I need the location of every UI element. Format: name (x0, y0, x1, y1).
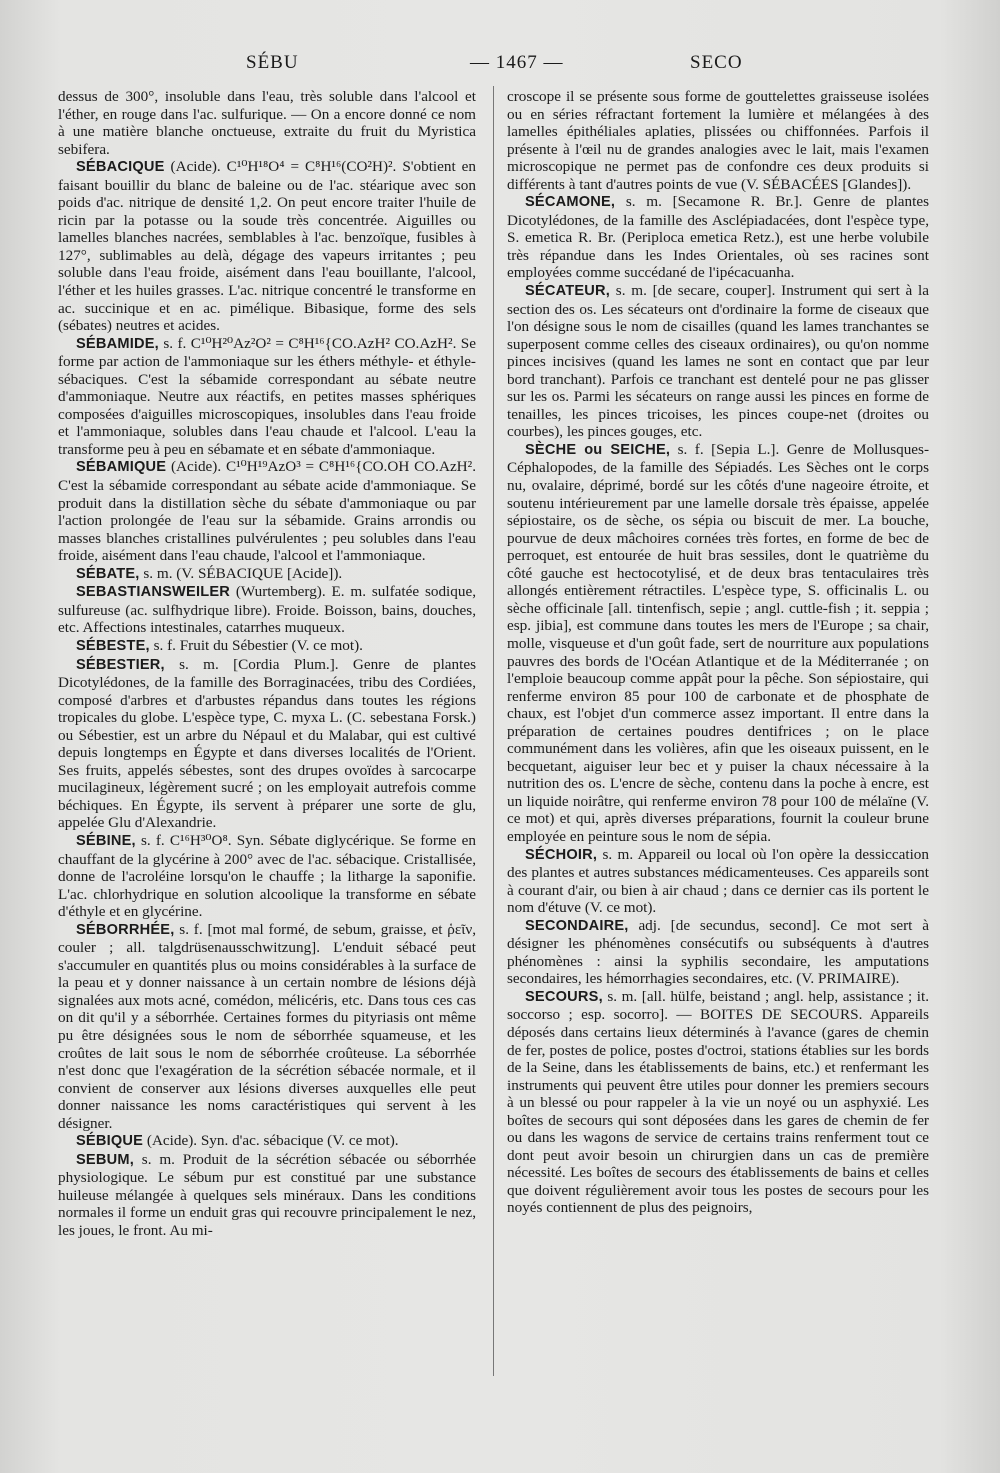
dictionary-entry (58, 565, 476, 584)
dictionary-entry (58, 158, 476, 334)
entry-headword: SEBUM, (76, 1151, 134, 1168)
entry-text: s. m. (V. SÉBACIQUE [Acide]). (139, 564, 343, 582)
entry-text: dessus de 300°, insoluble dans l'eau, très soluble dans l'alcool et l'éther, en rouge dans l'ac. sulfurique. — On a encore donné ce nom à une matière blanche onctueuse, extraite du fruit du Myristica sebifera. (58, 88, 476, 158)
dictionary-entry (507, 988, 929, 1217)
entry-headword: SÉCHOIR, (525, 846, 598, 863)
dictionary-entry (507, 846, 929, 917)
entry-headword: SÉBIQUE (76, 1133, 144, 1150)
entry-headword: SÉBINE, (76, 832, 136, 849)
left-column (58, 88, 476, 1240)
entry-headword: SÉCATEUR, (525, 283, 611, 300)
entry-text: s. f. [mot mal formé, de sebum, graisse, et ῥεῖν, couler ; all. talgdrüsenausschwitzung]. L'enduit sébacé peut s'accumuler en quantités plus ou moins considérables à la surface de la peau et y donner naissance à un certain nombre de lésions déjà signalées aux mots acné, comédon, mélicéris, etc. Dans tous ces cas on dit qu'il y a séborrhée. Certaines formes du pityriasis ont même pu être désignées sous le nom de séborrhée squameuse, et les croûtes de lait sous le nom de séborrhée croûteuse. La séborrhée n'est donc que l'exagération de la sécrétion sébacée normale, et il convient de conserver aux lésions diverses auxquelles elle peut donner naissance les noms caractéristiques qui servent à les désigner. (58, 920, 476, 1132)
entry-text: (Acide). Syn. d'ac. sébacique (V. ce mot). (143, 1132, 399, 1150)
entry-headword: SÈCHE ou SEICHE, (525, 441, 671, 458)
dictionary-entry (58, 832, 476, 921)
entry-text: s. m. Produit de la sécrétion sébacée ou séborrhée physiologique. Le sébum pur est constitué par une substance huileuse mélangée à quelques sels minéraux. Dans les conditions normales il forme un enduit gras qui recouvre principalement le nez, les joues, le front. Au mi- (58, 1150, 476, 1239)
entry-text: croscope il se présente sous forme de gouttelettes graisseuse isolées ou en séries réfractant fortement la lumière et mélangées à des lamelles épithéliales aplaties, plissées ou chiffonnées. Parfois il présente à l'œil nu de grandes analogies avec le lait, mais l'examen microscopique ne permet pas de confondre ces deux produits si différents à tant d'autres points de vue (V. SÉBACÉES [Glandes]). (507, 88, 929, 193)
entry-text: s. m. [Secamone R. Br.]. Genre de plantes Dicotylédones, de la famille des Asclépiadacées, dont l'espèce type, S. emetica R. Br. (Periploca emetica Retz.), est une herbe volubile très répandue dans les Indes Orientales, où ses racines sont employées comme succédané de l'ipécacuanha. (507, 193, 929, 282)
dictionary-entry (58, 583, 476, 637)
dictionary-entry (58, 656, 476, 832)
dictionary-entry (507, 282, 929, 441)
dictionary-entry (58, 458, 476, 564)
entry-headword: SEBASTIANSWEILER (76, 584, 231, 601)
entry-headword: SÉBESTE, (76, 637, 150, 654)
entry-text: s. f. C¹⁰H²⁰Az²O² = C⁸H¹⁶{CO.AzH² CO.AzH². Se forme par action de l'ammoniaque sur les éthers méthyle- et éthyle-sébaciques. C'est la sébamide correspondant au sébate neutre d'ammoniaque. Neutre aux réactifs, en petites masses sphériques composées d'aiguilles microscopiques, insolubles dans l'eau froide et l'ammoniaque, solubles dans l'eau chaude et l'alcool. L'eau la transforme peu à peu en sébamate et en sébate d'ammoniaque. (58, 334, 476, 458)
entry-headword: SÉBATE, (76, 565, 140, 582)
entry-text: s. m. [Cordia Plum.]. Genre de plantes Dicotylédones, de la famille des Borraginacées, tribu des Cordiées, composé d'arbres et d'arbustes répandus dans toutes les régions tropicales du globe. L'espèce type, C. myxa L. (C. sebestana Forsk.) ou Sébestier, est un arbre du Népaul et du Malabar, qui est cultivé depuis longtemps en Égypte et dans diverses localités de l'Orient. Ses fruits, appelés sébestes, sont des drupes ovoïdes à sarcocarpe mucilagineux, légèrement sucré ; on les employait autrefois comme béchiques. En Égypte, ils servent à préparer une sorte de glu, appelée Glu d'Alexandrie. (58, 655, 476, 832)
dictionary-entry (507, 88, 929, 193)
page-number: — 1467 — (470, 52, 564, 73)
header-right-guideword: SECO (690, 52, 743, 73)
dictionary-entry (58, 1151, 476, 1240)
entry-text: adj. [de secundus, second]. Ce mot sert à désigner les phénomènes consécutifs ou subséquents à d'autres phénomènes : ainsi la syphilis secondaire, les amputations secondaires, les hémorrhagies secondaires, etc. (V. PRIMAIRE). (507, 916, 929, 988)
entry-text: (Wurtemberg). E. m. sulfatée sodique, sulfureuse (ac. sulfhydrique libre). Froide. Boisson, bains, douches, etc. Affections intestinales, catarrhes muqueux. (58, 583, 476, 637)
entry-headword: SECONDAIRE, (525, 917, 629, 934)
entry-headword: SÉBESTIER, (76, 656, 165, 673)
dictionary-entry (58, 1132, 476, 1151)
entry-text: s. m. [all. hülfe, beistand ; angl. help, assistance ; it. soccorso ; esp. socorro]. — BOITES DE SECOURS. Appareils déposés dans certains lieux déterminés à l'avance (gares de chemin de fer, postes de police, postes d'octroi, stations établies sur les bords de la Seine, dans les établissements de bains, etc.) et renfermant les instruments qui peuvent être utiles pour donner les premiers secours à un blessé ou pour rappeler à la vie un noyé ou un asphyxié. Les boîtes de secours qui sont déposées dans les gares de chemin de fer ou dans les wagons de service de certains trains renferment tout ce dont peut avoir besoin un chirurgien dans un cas de première nécessité. Les boîtes de secours des établissements de bains et celles que doivent régulièrement avoir tous les postes de secours pour les noyés contiennent de plus des peignoirs, (507, 987, 929, 1217)
entry-text: (Acide). C¹⁰H¹⁹AzO³ = C⁸H¹⁶{CO.OH CO.AzH². C'est la sébamide correspondant au sébate acide d'ammoniaque. Se produit dans la distillation sèche du sébate d'ammoniaque ou par l'action prolongée de l'eau sur la sébamide. Grains arrondis ou masses blanches cristallines pulvérulentes ; peu solubles dans l'eau froide, aisément dans l'eau chaude, l'alcool et l'ammoniaque. (58, 458, 476, 565)
dictionary-entry (58, 88, 476, 158)
dictionary-entry (507, 441, 929, 846)
entry-text: (Acide). C¹⁰H¹⁸O⁴ = C⁸H¹⁶(CO²H)². S'obtient en faisant bouillir du blanc de baleine ou de l'ac. stéarique avec son poids d'ac. nitrique de densité 1,2. On peut encore traiter l'huile de ricin par la potasse ou la soude très concentrée. Aiguilles ou lamelles blanches nacrées, semblables à l'ac. benzoïque, fusibles à 127°, sublimables au delà, dégage des vapeurs irritantes ; peu soluble dans l'eau froide, aisément dans l'eau bouillante, l'alcool, l'éther et les huiles grasses. L'ac. nitrique concentré le transforme en ac. succinique et en ac. pimélique. Bibasique, forme des sels (sébates) neutres et acides. (58, 158, 476, 335)
dictionary-entry (507, 917, 929, 988)
entry-headword: SÉBORRHÉE, (76, 921, 175, 938)
entry-headword: SECOURS, (525, 988, 603, 1005)
dictionary-entry (58, 637, 476, 656)
entry-headword: SÉCAMONE, (525, 194, 616, 211)
entry-text: s. f. Fruit du Sébestier (V. ce mot). (149, 636, 363, 654)
entry-text: s. f. C¹⁶H³⁰O⁸. Syn. Sébate diglycérique. Se forme en chauffant de la glycérine à 200° avec de l'ac. sébacique. Cristallisée, donne de l'acroléine lorsqu'on le chauffe ; la litharge la saponifie. L'ac. chlorhydrique en solution alcoolique la transforme en sébate d'éthyle et en glycérine. (58, 831, 476, 921)
column-divider (493, 86, 494, 1376)
entry-text: s. m. Appareil ou local où l'on opère la dessiccation des plantes et autres substances médicamenteuses. Ces appareils sont à courant d'air, ou bien à air chaud ; dans ce dernier cas ils portent le nom d'étuve (V. ce mot). (507, 845, 929, 917)
dictionary-entry (507, 193, 929, 282)
dictionary-entry (58, 335, 476, 459)
entry-headword: SÉBAMIDE, (76, 335, 159, 352)
dictionary-entry (58, 921, 476, 1133)
page-header (58, 52, 942, 86)
entry-text: s. m. [de secare, couper]. Instrument qui sert à la section des os. Les sécateurs ont d'ordinaire la forme de ciseaux que l'on désigne sous le nom de cisailles (quand les lames tranchantes se superposent comme celles des ciseaux ordinaires), ou qu'on nomme pinces incisives (quand les lames ne sont en contact que par leur bord tranchant). Parfois ce tranchant est dentelé pour ne pas glisser sur les os. Parmi les sécateurs on range aussi les pinces en forme de tenailles, les pinces tricoises, les pinces coupe-net (droites ou courbes), les pinces gouges, etc. (507, 282, 929, 441)
header-left-guideword: SÉBU (246, 52, 299, 73)
entry-headword: SÉBACIQUE (76, 159, 165, 176)
right-column (507, 88, 929, 1217)
entry-text: s. f. [Sepia L.]. Genre de Mollusques-Céphalopodes, de la famille des Sépiadés. Les Sèches ont le corps nu, ovalaire, déprimé, bordé sur les côtés d'une nageoire étroite, et soutenu intérieurement par une lamelle dorsale très épaisse, appelée sépiostaire, os de sèche, os sépia ou biscuit de mer. La bouche, pourvue de deux mâchoires cornées très fortes, en forme de bec de perroquet, est entourée de huit bras sessiles, dont le quatrième du côté gauche est hectocotylisé, et de deux bras tentaculaires très allongés entièrement rétractiles. L'espèce type, S. officinalis L. ou sèche officinale [all. tintenfisch, sepie ; angl. cuttle-fish ; it. seppia ; esp. jibia], est commune dans toutes les mers de l'Europe ; sa chair, molle, visqueuse et d'un goût fade, sert de nourriture aux populations pauvres des bords de l'Océan Atlantique et de la Méditerranée ; on l'emploie beaucoup comme appât pour la pêche. Son sépiostaire, qui renferme environ 85 pour 100 de carbonate et de phosphate de chaux, est l'objet d'un commerce assez important. Il entre dans la préparation de certaines poudres dentifrices ; on le place communément dans les volières, afin que les oiseaux puissent, en le becquetant, aiguiser leur bec et y puiser la chaux nécessaire à la nutrition des os. L'encre de sèche, contenu dans la poche à encre, est un liquide noirâtre, qui renferme environ 78 pour 100 de mélaïne (V. ce mot) et qui, après diverses préparations, fournit la couleur brune employée en peinture sous le nom de sépia. (507, 440, 929, 845)
entry-headword: SÉBAMIQUE (76, 459, 167, 476)
